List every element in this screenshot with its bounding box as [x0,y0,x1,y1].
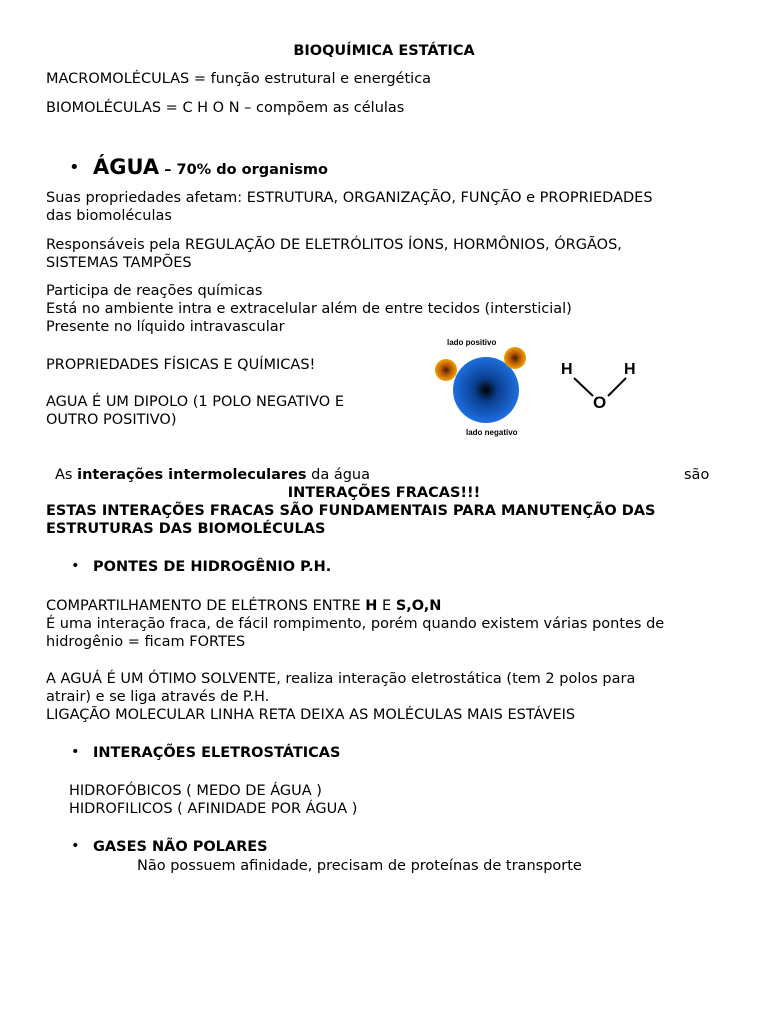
agua-p3-l1: Participa de reações químicas [46,283,263,299]
agua-p1-l1: Suas propriedades afetam: ESTRUTURA, ORGANIZAÇÃO, FUNÇÃO e PROPRIEDADES [46,190,653,206]
pontes-l1-b: H [365,598,378,614]
intro-line-2: BIOMOLÉCULAS = C H O N – compõem as células [46,100,405,116]
interacoes-prefix: As [55,467,78,483]
agua-p5-l2: OUTRO POSITIVO) [46,412,177,428]
eletro-heading: INTERAÇÕES ELETROSTÁTICAS [93,745,341,761]
eletro-l1: HIDROFÓBICOS ( MEDO DE ÁGUA ) [69,783,322,799]
agua-p1-l2: das biomoléculas [46,208,172,224]
agua-p3-l3: Presente no líquido intravascular [46,319,285,335]
pontes-l4: A AGUÁ É UM ÓTIMO SOLVENTE, realiza interação eletrostática (tem 2 polos para [46,671,636,687]
agua-heading-suffix: – 70% do organismo [159,162,328,178]
agua-p3-l2: Está no ambiente intra e extracelular além de entre tecidos (intersticial) [46,301,572,317]
interacoes-bold: interações intermoleculares [77,467,307,483]
bullet-pontes: • [71,558,80,574]
intro-line-1: MACROMOLÉCULAS = função estrutural e energética [46,71,432,87]
pontes-l1-d: S,O,N [395,598,442,614]
eletro-l2: HIDROFILICOS ( AFINIDADE POR ÁGUA ) [69,801,358,817]
interacoes-l1: ESTAS INTERAÇÕES FRACAS SÃO FUNDAMENTAIS PARA MANUTENÇÃO DAS [46,503,656,519]
label-negative: lado negativo [466,428,518,437]
agua-p5-l1: AGUA É UM DIPOLO (1 POLO NEGATIVO E [46,394,344,410]
pontes-l1-a: COMPARTILHAMENTO DE ELÉTRONS ENTRE [46,598,366,614]
gases-heading: GASES NÃO POLARES [93,839,268,855]
agua-heading [93,154,328,183]
bullet-agua: • [69,157,80,178]
gases-l1: Não possuem afinidade, precisam de proteínas de transporte [137,858,582,874]
pontes-l3: hidrogênio = ficam FORTES [46,634,246,650]
bond-right [608,378,626,396]
pontes-l2: É uma interação fraca, de fácil rompimento, porém quando existem várias pontes de [46,616,665,632]
agua-heading-main: ÁGUA [93,155,160,179]
pontes-l6: LIGAÇÃO MOLECULAR LINHA RETA DEIXA AS MOLÉCULAS MAIS ESTÁVEIS [46,707,576,723]
interacoes-line [55,466,370,484]
h2o-structure [556,356,646,416]
interacoes-l2: ESTRUTURAS DAS BIOMOLÉCULAS [46,521,326,537]
hydrogen-sphere-right [504,347,526,369]
interacoes-mid: da água [306,467,371,483]
hydrogen-sphere-left [435,359,457,381]
pontes-l1-c: E [377,598,396,614]
label-positive: lado positivo [447,338,497,347]
bond-left [574,378,593,396]
water-dipole-figure [425,334,545,444]
atom-h-right: H [624,361,636,378]
pontes-l5: atrair) e se liga através de P.H. [46,689,270,705]
agua-p2-l2: SISTEMAS TAMPÕES [46,255,192,271]
pontes-l1 [46,597,441,615]
bullet-eletro: • [71,744,80,760]
interacoes-center: INTERAÇÕES FRACAS!!! [287,485,481,501]
atom-o: O [593,393,607,412]
atom-h-left: H [561,361,573,378]
interacoes-end: são [684,467,710,483]
page-title: BIOQUÍMICA ESTÁTICA [293,43,475,59]
agua-p2-l1: Responsáveis pela REGULAÇÃO DE ELETRÓLITOS ÍONS, HORMÔNIOS, ÓRGÃOS, [46,237,622,253]
agua-p4: PROPRIEDADES FÍSICAS E QUÍMICAS! [46,357,316,373]
pontes-heading: PONTES DE HIDROGÊNIO P.H. [93,559,332,575]
bullet-gases: • [71,838,80,854]
